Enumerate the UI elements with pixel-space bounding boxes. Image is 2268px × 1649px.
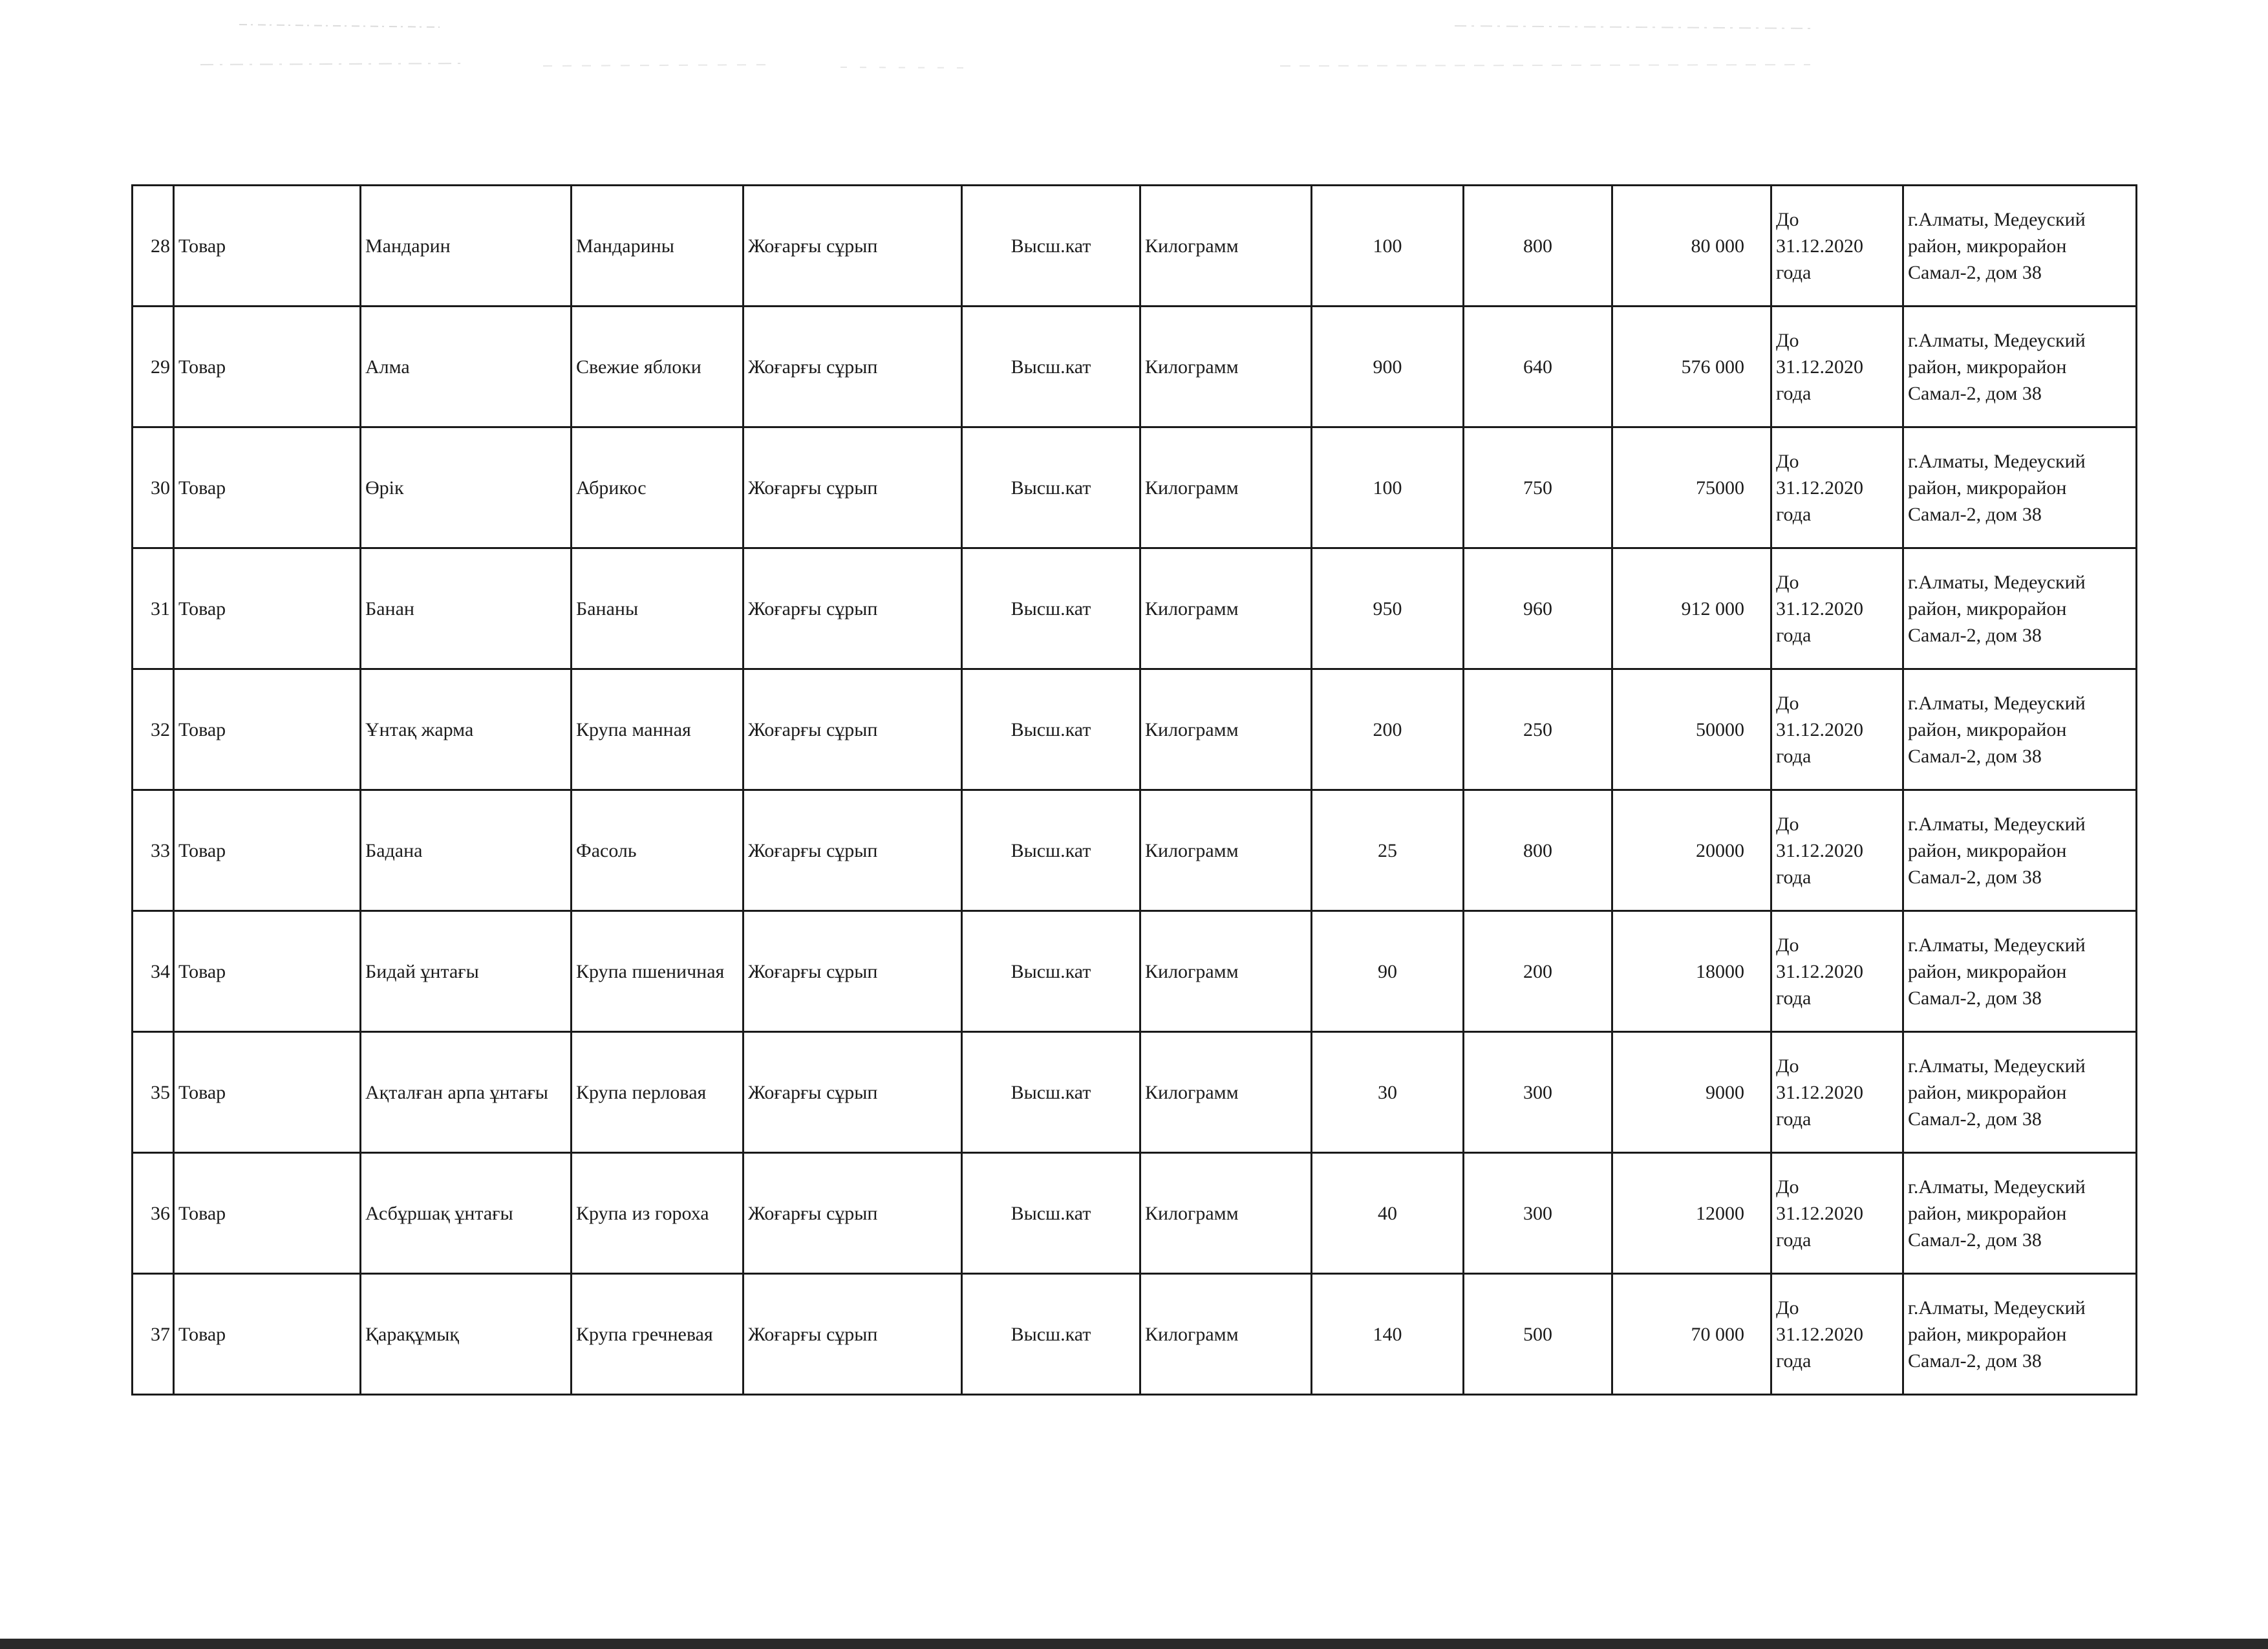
name-kz-cell: Бадана bbox=[361, 790, 572, 911]
grade-ru-cell: Высш.кат bbox=[962, 307, 1140, 427]
quantity-cell: 40 bbox=[1312, 1153, 1464, 1274]
delivery-term-cell bbox=[1771, 307, 1903, 427]
unit-cell: Килограмм bbox=[1140, 1032, 1312, 1153]
cell-text-line: До bbox=[1776, 329, 1799, 351]
cell-text-line: Самал-2, дом 38 bbox=[1908, 261, 2042, 283]
price-cell: 800 bbox=[1464, 790, 1612, 911]
row-number-cell: 31 bbox=[133, 548, 174, 669]
item-type-cell: Товар bbox=[174, 790, 361, 911]
grade-ru-cell: Высш.кат bbox=[962, 186, 1140, 307]
cell-text-line: район, микрорайон bbox=[1908, 598, 2067, 620]
grade-kz-cell: Жоғарғы сұрып bbox=[744, 790, 962, 911]
row-number-cell: 29 bbox=[133, 307, 174, 427]
cell-text-line: года bbox=[1776, 1350, 1812, 1372]
delivery-address-cell bbox=[1903, 1274, 2137, 1395]
cell-text-line: Самал-2, дом 38 bbox=[1908, 1108, 2042, 1130]
item-type-cell: Товар bbox=[174, 427, 361, 548]
grade-kz-cell: Жоғарғы сұрып bbox=[744, 1153, 962, 1274]
cell-text-line: года bbox=[1776, 987, 1812, 1009]
cell-text-line: 31.12.2020 bbox=[1776, 960, 1863, 982]
name-kz-cell: Банан bbox=[361, 548, 572, 669]
quantity-cell: 200 bbox=[1312, 669, 1464, 790]
cell-text-line: г.Алматы, Медеуский bbox=[1908, 208, 2086, 230]
item-type-cell: Товар bbox=[174, 307, 361, 427]
unit-cell: Килограмм bbox=[1140, 669, 1312, 790]
item-type-cell: Товар bbox=[174, 911, 361, 1032]
cell-text-line: 31.12.2020 bbox=[1776, 718, 1863, 740]
cell-text-line: Самал-2, дом 38 bbox=[1908, 382, 2042, 404]
cell-text-line: район, микрорайон bbox=[1908, 477, 2067, 499]
cell-text-line: 31.12.2020 bbox=[1776, 356, 1863, 378]
grade-kz-cell: Жоғарғы сұрып bbox=[744, 669, 962, 790]
name-kz-cell: Қарақұмық bbox=[361, 1274, 572, 1395]
grade-ru-cell: Высш.кат bbox=[962, 548, 1140, 669]
sum-cell: 9000 bbox=[1612, 1032, 1771, 1153]
price-cell: 750 bbox=[1464, 427, 1612, 548]
cell-text-line: До bbox=[1776, 692, 1799, 714]
cell-text-line: Самал-2, дом 38 bbox=[1908, 866, 2042, 888]
row-number-cell: 30 bbox=[133, 427, 174, 548]
quantity-cell: 25 bbox=[1312, 790, 1464, 911]
item-type-cell: Товар bbox=[174, 1153, 361, 1274]
delivery-address-cell bbox=[1903, 911, 2137, 1032]
delivery-term-cell bbox=[1771, 186, 1903, 307]
sum-cell: 576 000 bbox=[1612, 307, 1771, 427]
delivery-address-cell bbox=[1903, 548, 2137, 669]
cell-text-line: Самал-2, дом 38 bbox=[1908, 745, 2042, 767]
sum-cell: 80 000 bbox=[1612, 186, 1771, 307]
cell-text-line: До bbox=[1776, 1176, 1799, 1198]
document-table-container bbox=[131, 184, 2135, 1396]
delivery-address-cell bbox=[1903, 307, 2137, 427]
price-cell: 640 bbox=[1464, 307, 1612, 427]
cell-text-line: До bbox=[1776, 1297, 1799, 1319]
cell-text-line: года bbox=[1776, 1108, 1812, 1130]
name-kz-cell: Мандарин bbox=[361, 186, 572, 307]
grade-kz-cell: Жоғарғы сұрып bbox=[744, 186, 962, 307]
grade-ru-cell: Высш.кат bbox=[962, 1032, 1140, 1153]
price-cell: 300 bbox=[1464, 1032, 1612, 1153]
sum-cell: 20000 bbox=[1612, 790, 1771, 911]
name-ru-cell: Абрикос bbox=[572, 427, 744, 548]
row-number-cell: 36 bbox=[133, 1153, 174, 1274]
delivery-term-cell bbox=[1771, 548, 1903, 669]
unit-cell: Килограмм bbox=[1140, 427, 1312, 548]
name-kz-cell: Ақталған арпа ұнтағы bbox=[361, 1032, 572, 1153]
name-kz-cell: Асбұршақ ұнтағы bbox=[361, 1153, 572, 1274]
sum-cell: 912 000 bbox=[1612, 548, 1771, 669]
price-cell: 500 bbox=[1464, 1274, 1612, 1395]
sum-cell: 50000 bbox=[1612, 669, 1771, 790]
cell-text-line: 31.12.2020 bbox=[1776, 839, 1863, 861]
quantity-cell: 100 bbox=[1312, 186, 1464, 307]
delivery-address-cell bbox=[1903, 1032, 2137, 1153]
grade-kz-cell: Жоғарғы сұрып bbox=[744, 427, 962, 548]
cell-text-line: 31.12.2020 bbox=[1776, 1081, 1863, 1103]
cell-text-line: Самал-2, дом 38 bbox=[1908, 1350, 2042, 1372]
row-number-cell: 34 bbox=[133, 911, 174, 1032]
cell-text-line: г.Алматы, Медеуский bbox=[1908, 1176, 2086, 1198]
cell-text-line: 31.12.2020 bbox=[1776, 1323, 1863, 1345]
row-number-cell: 28 bbox=[133, 186, 174, 307]
grade-ru-cell: Высш.кат bbox=[962, 911, 1140, 1032]
cell-text-line: район, микрорайон bbox=[1908, 235, 2067, 257]
delivery-address-cell bbox=[1903, 186, 2137, 307]
delivery-term-cell bbox=[1771, 427, 1903, 548]
table-row bbox=[133, 1274, 2137, 1395]
delivery-term-cell bbox=[1771, 1274, 1903, 1395]
name-ru-cell: Крупа перловая bbox=[572, 1032, 744, 1153]
unit-cell: Килограмм bbox=[1140, 911, 1312, 1032]
cell-text-line: г.Алматы, Медеуский bbox=[1908, 1055, 2086, 1077]
name-ru-cell: Крупа из гороха bbox=[572, 1153, 744, 1274]
unit-cell: Килограмм bbox=[1140, 186, 1312, 307]
name-ru-cell: Бананы bbox=[572, 548, 744, 669]
cell-text-line: район, микрорайон bbox=[1908, 1081, 2067, 1103]
cell-text-line: 31.12.2020 bbox=[1776, 1202, 1863, 1224]
item-type-cell: Товар bbox=[174, 1032, 361, 1153]
sum-cell: 75000 bbox=[1612, 427, 1771, 548]
quantity-cell: 140 bbox=[1312, 1274, 1464, 1395]
grade-kz-cell: Жоғарғы сұрып bbox=[744, 307, 962, 427]
row-number-cell: 32 bbox=[133, 669, 174, 790]
table-row bbox=[133, 911, 2137, 1032]
name-kz-cell: Алма bbox=[361, 307, 572, 427]
cell-text-line: До bbox=[1776, 208, 1799, 230]
name-ru-cell: Крупа гречневая bbox=[572, 1274, 744, 1395]
item-type-cell: Товар bbox=[174, 669, 361, 790]
grade-kz-cell: Жоғарғы сұрып bbox=[744, 1274, 962, 1395]
delivery-term-cell bbox=[1771, 1153, 1903, 1274]
name-ru-cell: Свежие яблоки bbox=[572, 307, 744, 427]
cell-text-line: года bbox=[1776, 745, 1812, 767]
cell-text-line: Самал-2, дом 38 bbox=[1908, 1229, 2042, 1251]
cell-text-line: район, микрорайон bbox=[1908, 356, 2067, 378]
cell-text-line: Самал-2, дом 38 bbox=[1908, 503, 2042, 525]
unit-cell: Килограмм bbox=[1140, 790, 1312, 911]
price-cell: 960 bbox=[1464, 548, 1612, 669]
cell-text-line: года bbox=[1776, 866, 1812, 888]
name-kz-cell: Бидай ұнтағы bbox=[361, 911, 572, 1032]
item-type-cell: Товар bbox=[174, 186, 361, 307]
cell-text-line: Самал-2, дом 38 bbox=[1908, 624, 2042, 646]
table-row bbox=[133, 186, 2137, 307]
grade-kz-cell: Жоғарғы сұрып bbox=[744, 1032, 962, 1153]
cell-text-line: г.Алматы, Медеуский bbox=[1908, 571, 2086, 593]
sum-cell: 12000 bbox=[1612, 1153, 1771, 1274]
name-kz-cell: Ұнтақ жарма bbox=[361, 669, 572, 790]
delivery-address-cell bbox=[1903, 669, 2137, 790]
grade-ru-cell: Высш.кат bbox=[962, 790, 1140, 911]
cell-text-line: года bbox=[1776, 503, 1812, 525]
cell-text-line: До bbox=[1776, 1055, 1799, 1077]
cell-text-line: До bbox=[1776, 813, 1799, 835]
cell-text-line: года bbox=[1776, 382, 1812, 404]
table-row bbox=[133, 548, 2137, 669]
cell-text-line: Самал-2, дом 38 bbox=[1908, 987, 2042, 1009]
quantity-cell: 90 bbox=[1312, 911, 1464, 1032]
cell-text-line: До bbox=[1776, 450, 1799, 472]
delivery-term-cell bbox=[1771, 669, 1903, 790]
delivery-term-cell bbox=[1771, 911, 1903, 1032]
cell-text-line: г.Алматы, Медеуский bbox=[1908, 450, 2086, 472]
row-number-cell: 37 bbox=[133, 1274, 174, 1395]
cell-text-line: года bbox=[1776, 261, 1812, 283]
cell-text-line: До bbox=[1776, 571, 1799, 593]
cell-text-line: г.Алматы, Медеуский bbox=[1908, 934, 2086, 956]
sum-cell: 70 000 bbox=[1612, 1274, 1771, 1395]
row-number-cell: 35 bbox=[133, 1032, 174, 1153]
scan-bottom-edge bbox=[0, 1639, 2268, 1649]
table-row bbox=[133, 1032, 2137, 1153]
quantity-cell: 900 bbox=[1312, 307, 1464, 427]
cell-text-line: 31.12.2020 bbox=[1776, 598, 1863, 620]
cell-text-line: г.Алматы, Медеуский bbox=[1908, 692, 2086, 714]
grade-ru-cell: Высш.кат bbox=[962, 669, 1140, 790]
name-ru-cell: Мандарины bbox=[572, 186, 744, 307]
item-type-cell: Товар bbox=[174, 1274, 361, 1395]
cell-text-line: г.Алматы, Медеуский bbox=[1908, 329, 2086, 351]
unit-cell: Килограмм bbox=[1140, 307, 1312, 427]
delivery-address-cell bbox=[1903, 427, 2137, 548]
delivery-address-cell bbox=[1903, 1153, 2137, 1274]
delivery-term-cell bbox=[1771, 1032, 1903, 1153]
cell-text-line: года bbox=[1776, 1229, 1812, 1251]
grade-ru-cell: Высш.кат bbox=[962, 427, 1140, 548]
quantity-cell: 100 bbox=[1312, 427, 1464, 548]
cell-text-line: 31.12.2020 bbox=[1776, 235, 1863, 257]
grade-ru-cell: Высш.кат bbox=[962, 1274, 1140, 1395]
grade-kz-cell: Жоғарғы сұрып bbox=[744, 911, 962, 1032]
cell-text-line: года bbox=[1776, 624, 1812, 646]
name-ru-cell: Фасоль bbox=[572, 790, 744, 911]
cell-text-line: район, микрорайон bbox=[1908, 1202, 2067, 1224]
cell-text-line: район, микрорайон bbox=[1908, 1323, 2067, 1345]
cell-text-line: район, микрорайон bbox=[1908, 839, 2067, 861]
table-row bbox=[133, 427, 2137, 548]
name-kz-cell: Өрік bbox=[361, 427, 572, 548]
cell-text-line: 31.12.2020 bbox=[1776, 477, 1863, 499]
price-cell: 250 bbox=[1464, 669, 1612, 790]
delivery-address-cell bbox=[1903, 790, 2137, 911]
quantity-cell: 950 bbox=[1312, 548, 1464, 669]
delivery-term-cell bbox=[1771, 790, 1903, 911]
cell-text-line: район, микрорайон bbox=[1908, 718, 2067, 740]
quantity-cell: 30 bbox=[1312, 1032, 1464, 1153]
price-cell: 800 bbox=[1464, 186, 1612, 307]
row-number-cell: 33 bbox=[133, 790, 174, 911]
grade-kz-cell: Жоғарғы сұрып bbox=[744, 548, 962, 669]
table-row bbox=[133, 790, 2137, 911]
scan-artifact bbox=[194, 18, 2134, 76]
unit-cell: Килограмм bbox=[1140, 1153, 1312, 1274]
cell-text-line: г.Алматы, Медеуский bbox=[1908, 813, 2086, 835]
name-ru-cell: Крупа манная bbox=[572, 669, 744, 790]
sum-cell: 18000 bbox=[1612, 911, 1771, 1032]
table-row bbox=[133, 669, 2137, 790]
grade-ru-cell: Высш.кат bbox=[962, 1153, 1140, 1274]
cell-text-line: До bbox=[1776, 934, 1799, 956]
unit-cell: Килограмм bbox=[1140, 1274, 1312, 1395]
cell-text-line: район, микрорайон bbox=[1908, 960, 2067, 982]
price-cell: 300 bbox=[1464, 1153, 1612, 1274]
item-type-cell: Товар bbox=[174, 548, 361, 669]
name-ru-cell: Крупа пшеничная bbox=[572, 911, 744, 1032]
unit-cell: Килограмм bbox=[1140, 548, 1312, 669]
goods-table bbox=[131, 184, 2137, 1396]
price-cell: 200 bbox=[1464, 911, 1612, 1032]
table-row bbox=[133, 1153, 2137, 1274]
table-row bbox=[133, 307, 2137, 427]
cell-text-line: г.Алматы, Медеуский bbox=[1908, 1297, 2086, 1319]
